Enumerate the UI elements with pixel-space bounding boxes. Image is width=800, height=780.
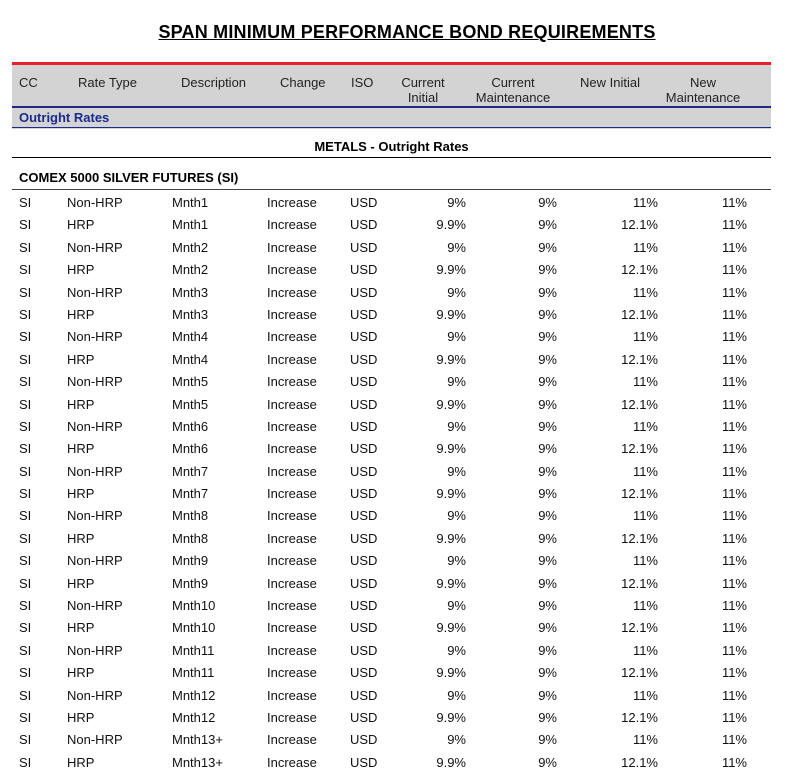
- cell-change: Increase: [267, 486, 317, 502]
- cell-rate-type: HRP: [67, 575, 95, 591]
- cell-new-maintenance: 11%: [721, 530, 747, 546]
- cell-description: Mnth10: [172, 620, 216, 636]
- cell-cc: SI: [19, 418, 32, 434]
- table-row: [0, 639, 800, 661]
- cell-rate-type: Non-HRP: [67, 195, 123, 210]
- cell-current-initial: 9%: [447, 732, 466, 748]
- cell-rate-type: Non-HRP: [67, 553, 123, 569]
- table-row: [0, 415, 800, 437]
- cell-change: Increase: [267, 396, 317, 412]
- cell-current-initial: 9%: [447, 642, 466, 658]
- cell-new-initial: 12.1%: [621, 486, 658, 502]
- cell-cc: SI: [19, 598, 32, 614]
- cell-current-initial: 9%: [447, 195, 466, 210]
- cell-iso: USD: [350, 508, 378, 524]
- table-row: [0, 437, 800, 459]
- cell-current-maintenance: 9%: [538, 709, 557, 725]
- cell-rate-type: Non-HRP: [67, 508, 123, 524]
- cell-new-initial: 11%: [632, 374, 658, 390]
- group-title: METALS - Outright Rates: [314, 139, 469, 154]
- table-row: [0, 213, 800, 235]
- cell-current-initial: 9.9%: [436, 754, 466, 770]
- cell-rate-type: Non-HRP: [67, 329, 123, 345]
- cell-rate-type: Non-HRP: [67, 374, 123, 390]
- cell-new-initial: 11%: [632, 195, 658, 210]
- cell-new-initial: 11%: [632, 329, 658, 345]
- cell-change: Increase: [267, 463, 317, 479]
- cell-iso: USD: [350, 374, 378, 390]
- header-current-maintenance-line2: Maintenance: [475, 90, 551, 105]
- cell-new-initial: 11%: [632, 239, 658, 255]
- table-row: [0, 236, 800, 258]
- cell-description: Mnth13+: [172, 754, 223, 770]
- cell-current-maintenance: 9%: [538, 351, 557, 367]
- cell-new-initial: 12.1%: [621, 262, 658, 278]
- cell-new-initial: 11%: [632, 642, 658, 658]
- cell-cc: SI: [19, 217, 32, 233]
- cell-new-initial: 12.1%: [621, 396, 658, 412]
- cell-new-maintenance: 11%: [721, 239, 747, 255]
- header-current-initial-line1: Current: [401, 75, 445, 90]
- cell-current-initial: 9%: [447, 687, 466, 703]
- header-current-initial-line2: Initial: [407, 90, 439, 105]
- cell-new-maintenance: 11%: [721, 598, 747, 614]
- cell-cc: SI: [19, 239, 32, 255]
- cell-current-initial: 9%: [447, 553, 466, 569]
- cell-new-initial: 12.1%: [621, 620, 658, 636]
- cell-iso: USD: [350, 620, 378, 636]
- table-row: [0, 191, 800, 213]
- cell-rate-type: HRP: [67, 620, 95, 636]
- cell-current-maintenance: 9%: [538, 598, 557, 614]
- cell-current-initial: 9.9%: [436, 306, 466, 322]
- table-row: [0, 393, 800, 415]
- product-divider: [12, 189, 771, 190]
- cell-cc: SI: [19, 754, 32, 770]
- table-row: [0, 325, 800, 347]
- header-new-initial: New Initial: [580, 75, 640, 90]
- cell-new-initial: 12.1%: [621, 665, 658, 681]
- header-rate-type: Rate Type: [78, 75, 138, 90]
- cell-new-maintenance: 11%: [721, 374, 747, 390]
- cell-iso: USD: [350, 329, 378, 345]
- cell-iso: USD: [350, 463, 378, 479]
- cell-new-initial: 11%: [632, 732, 658, 748]
- header-current-maintenance-line1: Current: [491, 75, 535, 90]
- cell-current-maintenance: 9%: [538, 754, 557, 770]
- cell-change: Increase: [267, 754, 317, 770]
- cell-description: Mnth9: [172, 575, 209, 591]
- cell-change: Increase: [267, 732, 317, 748]
- cell-iso: USD: [350, 284, 378, 300]
- cell-iso: USD: [350, 642, 378, 658]
- cell-rate-type: Non-HRP: [67, 642, 123, 658]
- table-row: [0, 661, 800, 683]
- cell-current-initial: 9%: [447, 374, 466, 390]
- cell-new-maintenance: 11%: [721, 575, 747, 591]
- table-row: [0, 616, 800, 638]
- table-row: [0, 348, 800, 370]
- table-row: [0, 504, 800, 526]
- cell-new-maintenance: 11%: [721, 508, 747, 524]
- table-row: [0, 527, 800, 549]
- cell-cc: SI: [19, 530, 32, 546]
- cell-new-initial: 11%: [632, 553, 658, 569]
- cell-new-maintenance: 11%: [721, 262, 747, 278]
- cell-description: Mnth5: [172, 396, 209, 412]
- cell-iso: USD: [350, 418, 378, 434]
- cell-current-initial: 9.9%: [436, 620, 466, 636]
- cell-change: Increase: [267, 284, 317, 300]
- cell-cc: SI: [19, 620, 32, 636]
- cell-cc: SI: [19, 508, 32, 524]
- cell-change: Increase: [267, 709, 317, 725]
- cell-new-maintenance: 11%: [721, 732, 747, 748]
- cell-cc: SI: [19, 486, 32, 502]
- table-row: [0, 549, 800, 571]
- cell-current-initial: 9%: [447, 284, 466, 300]
- cell-rate-type: Non-HRP: [67, 418, 123, 434]
- cell-current-maintenance: 9%: [538, 262, 557, 278]
- header-new-maintenance: [657, 75, 749, 105]
- cell-iso: USD: [350, 530, 378, 546]
- header-description: Description: [181, 75, 247, 90]
- cell-rate-type: Non-HRP: [67, 463, 123, 479]
- table-row: [0, 482, 800, 504]
- cell-change: Increase: [267, 642, 317, 658]
- cell-change: Increase: [267, 553, 317, 569]
- cell-new-initial: 11%: [632, 284, 658, 300]
- cell-description: Mnth8: [172, 508, 209, 524]
- cell-change: Increase: [267, 262, 317, 278]
- cell-current-maintenance: 9%: [538, 687, 557, 703]
- cell-new-initial: 11%: [632, 463, 658, 479]
- cell-description: Mnth7: [172, 463, 209, 479]
- cell-current-maintenance: 9%: [538, 329, 557, 345]
- cell-iso: USD: [350, 575, 378, 591]
- cell-new-initial: 12.1%: [621, 575, 658, 591]
- cell-change: Increase: [267, 665, 317, 681]
- cell-rate-type: Non-HRP: [67, 239, 123, 255]
- cell-iso: USD: [350, 553, 378, 569]
- cell-description: Mnth10: [172, 598, 216, 614]
- header-current-maintenance: [468, 75, 558, 105]
- cell-new-maintenance: 11%: [721, 284, 747, 300]
- cell-current-maintenance: 9%: [538, 508, 557, 524]
- cell-new-maintenance: 11%: [721, 217, 747, 233]
- cell-current-initial: 9.9%: [436, 441, 466, 457]
- cell-new-initial: 12.1%: [621, 441, 658, 457]
- cell-cc: SI: [19, 575, 32, 591]
- cell-iso: USD: [350, 239, 378, 255]
- cell-change: Increase: [267, 217, 317, 233]
- cell-new-maintenance: 11%: [721, 553, 747, 569]
- table-row: [0, 751, 800, 773]
- cell-iso: USD: [350, 754, 378, 770]
- cell-iso: USD: [350, 665, 378, 681]
- cell-iso: USD: [350, 262, 378, 278]
- page-title: SPAN MINIMUM PERFORMANCE BOND REQUIREMENTS: [158, 22, 656, 42]
- cell-rate-type: HRP: [67, 530, 95, 546]
- cell-cc: SI: [19, 441, 32, 457]
- cell-current-initial: 9.9%: [436, 575, 466, 591]
- cell-current-initial: 9.9%: [436, 665, 466, 681]
- cell-iso: USD: [350, 351, 378, 367]
- cell-new-initial: 12.1%: [621, 709, 658, 725]
- cell-new-maintenance: 11%: [721, 351, 747, 367]
- cell-rate-type: HRP: [67, 665, 95, 681]
- cell-rate-type: Non-HRP: [67, 284, 123, 300]
- cell-current-initial: 9%: [447, 598, 466, 614]
- header-cc: CC: [19, 75, 38, 90]
- cell-new-initial: 11%: [632, 687, 658, 703]
- cell-current-maintenance: 9%: [538, 732, 557, 748]
- cell-rate-type: HRP: [67, 486, 95, 502]
- cell-current-maintenance: 9%: [538, 553, 557, 569]
- cell-new-initial: 12.1%: [621, 754, 658, 770]
- cell-cc: SI: [19, 351, 32, 367]
- cell-current-initial: 9%: [447, 463, 466, 479]
- cell-current-maintenance: 9%: [538, 620, 557, 636]
- cell-cc: SI: [19, 665, 32, 681]
- cell-new-maintenance: 11%: [721, 418, 747, 434]
- cell-cc: SI: [19, 553, 32, 569]
- section-label: Outright Rates: [19, 110, 110, 125]
- group-divider: [12, 157, 771, 158]
- cell-cc: SI: [19, 709, 32, 725]
- cell-change: Increase: [267, 239, 317, 255]
- table-row: [0, 303, 800, 325]
- cell-iso: USD: [350, 687, 378, 703]
- cell-current-initial: 9.9%: [436, 262, 466, 278]
- cell-description: Mnth2: [172, 239, 209, 255]
- cell-rate-type: HRP: [67, 306, 95, 322]
- cell-new-maintenance: 11%: [721, 642, 747, 658]
- cell-current-initial: 9%: [447, 239, 466, 255]
- cell-change: Increase: [267, 351, 317, 367]
- cell-description: Mnth3: [172, 306, 209, 322]
- cell-rate-type: HRP: [67, 396, 95, 412]
- cell-description: Mnth13+: [172, 732, 223, 748]
- cell-current-initial: 9.9%: [436, 396, 466, 412]
- cell-change: Increase: [267, 598, 317, 614]
- cell-current-maintenance: 9%: [538, 306, 557, 322]
- cell-current-maintenance: 9%: [538, 239, 557, 255]
- cell-change: Increase: [267, 530, 317, 546]
- cell-new-maintenance: 11%: [721, 709, 747, 725]
- table-header: [12, 62, 771, 129]
- cell-current-maintenance: 9%: [538, 217, 557, 233]
- table-row: [0, 684, 800, 706]
- cell-description: Mnth9: [172, 553, 209, 569]
- cell-description: Mnth12: [172, 709, 216, 725]
- cell-new-maintenance: 11%: [721, 463, 747, 479]
- cell-iso: USD: [350, 598, 378, 614]
- cell-iso: USD: [350, 732, 378, 748]
- header-new-maintenance-line1: New: [689, 75, 716, 90]
- table-row: [0, 706, 800, 728]
- cell-new-initial: 11%: [632, 598, 658, 614]
- cell-new-maintenance: 11%: [721, 486, 747, 502]
- cell-change: Increase: [267, 508, 317, 524]
- cell-cc: SI: [19, 284, 32, 300]
- cell-change: Increase: [267, 195, 317, 210]
- cell-iso: USD: [350, 486, 378, 502]
- header-iso: ISO: [351, 75, 374, 90]
- cell-cc: SI: [19, 306, 32, 322]
- cell-current-maintenance: 9%: [538, 284, 557, 300]
- cell-description: Mnth5: [172, 374, 209, 390]
- table-row: [0, 281, 800, 303]
- cell-rate-type: Non-HRP: [67, 732, 123, 748]
- cell-cc: SI: [19, 642, 32, 658]
- cell-new-initial: 12.1%: [621, 530, 658, 546]
- cell-change: Increase: [267, 329, 317, 345]
- cell-iso: USD: [350, 217, 378, 233]
- table-row: [0, 594, 800, 616]
- product-title: COMEX 5000 SILVER FUTURES (SI): [19, 170, 239, 185]
- cell-current-maintenance: 9%: [538, 195, 557, 210]
- table-row: [0, 460, 800, 482]
- table-row: [0, 258, 800, 280]
- table-row: [0, 572, 800, 594]
- cell-new-maintenance: 11%: [721, 665, 747, 681]
- cell-change: Increase: [267, 418, 317, 434]
- cell-current-maintenance: 9%: [538, 441, 557, 457]
- cell-new-maintenance: 11%: [721, 754, 747, 770]
- cell-current-maintenance: 9%: [538, 665, 557, 681]
- cell-description: Mnth11: [172, 642, 215, 658]
- cell-iso: USD: [350, 396, 378, 412]
- cell-current-maintenance: 9%: [538, 530, 557, 546]
- cell-current-initial: 9.9%: [436, 530, 466, 546]
- cell-cc: SI: [19, 374, 32, 390]
- cell-description: Mnth4: [172, 329, 209, 345]
- cell-description: Mnth3: [172, 284, 209, 300]
- cell-iso: USD: [350, 709, 378, 725]
- cell-new-initial: 12.1%: [621, 306, 658, 322]
- cell-rate-type: HRP: [67, 441, 95, 457]
- cell-new-maintenance: 11%: [721, 620, 747, 636]
- cell-cc: SI: [19, 329, 32, 345]
- cell-new-maintenance: 11%: [721, 195, 747, 210]
- cell-iso: USD: [350, 306, 378, 322]
- cell-current-maintenance: 9%: [538, 396, 557, 412]
- cell-rate-type: HRP: [67, 754, 95, 770]
- cell-description: Mnth12: [172, 687, 216, 703]
- cell-new-maintenance: 11%: [721, 306, 747, 322]
- cell-rate-type: HRP: [67, 351, 95, 367]
- cell-description: Mnth8: [172, 530, 209, 546]
- cell-current-initial: 9%: [447, 508, 466, 524]
- cell-iso: USD: [350, 195, 378, 210]
- cell-new-maintenance: 11%: [721, 396, 747, 412]
- cell-cc: SI: [19, 687, 32, 703]
- cell-description: Mnth7: [172, 486, 209, 502]
- data-rows: [0, 191, 800, 773]
- header-change: Change: [280, 75, 326, 90]
- table-row: [0, 728, 800, 750]
- cell-new-maintenance: 11%: [721, 687, 747, 703]
- cell-rate-type: HRP: [67, 262, 95, 278]
- header-current-initial: [388, 75, 458, 105]
- cell-new-maintenance: 11%: [721, 329, 747, 345]
- cell-new-initial: 11%: [632, 418, 658, 434]
- cell-current-initial: 9.9%: [436, 486, 466, 502]
- cell-description: Mnth6: [172, 418, 209, 434]
- cell-change: Increase: [267, 374, 317, 390]
- cell-rate-type: Non-HRP: [67, 598, 123, 614]
- section-divider: [12, 127, 771, 128]
- cell-rate-type: HRP: [67, 709, 95, 725]
- cell-new-maintenance: 11%: [721, 441, 747, 457]
- cell-new-initial: 11%: [632, 508, 658, 524]
- cell-description: Mnth2: [172, 262, 209, 278]
- cell-current-maintenance: 9%: [538, 575, 557, 591]
- cell-cc: SI: [19, 396, 32, 412]
- cell-current-initial: 9.9%: [436, 709, 466, 725]
- cell-current-maintenance: 9%: [538, 486, 557, 502]
- cell-current-initial: 9%: [447, 329, 466, 345]
- cell-change: Increase: [267, 687, 317, 703]
- cell-description: Mnth1: [172, 195, 209, 210]
- cell-new-initial: 12.1%: [621, 217, 658, 233]
- cell-cc: SI: [19, 195, 32, 210]
- cell-current-initial: 9.9%: [436, 217, 466, 233]
- cell-change: Increase: [267, 575, 317, 591]
- cell-description: Mnth11: [172, 665, 215, 681]
- cell-current-initial: 9.9%: [436, 351, 466, 367]
- cell-current-initial: 9%: [447, 418, 466, 434]
- cell-change: Increase: [267, 306, 317, 322]
- cell-new-initial: 12.1%: [621, 351, 658, 367]
- cell-current-maintenance: 9%: [538, 374, 557, 390]
- cell-cc: SI: [19, 463, 32, 479]
- cell-change: Increase: [267, 620, 317, 636]
- cell-cc: SI: [19, 732, 32, 748]
- cell-current-maintenance: 9%: [538, 463, 557, 479]
- cell-description: Mnth4: [172, 351, 209, 367]
- cell-cc: SI: [19, 262, 32, 278]
- cell-description: Mnth1: [172, 217, 209, 233]
- cell-description: Mnth6: [172, 441, 209, 457]
- header-divider: [12, 106, 771, 108]
- cell-change: Increase: [267, 441, 317, 457]
- cell-current-maintenance: 9%: [538, 418, 557, 434]
- cell-current-maintenance: 9%: [538, 642, 557, 658]
- cell-rate-type: HRP: [67, 217, 95, 233]
- cell-iso: USD: [350, 441, 378, 457]
- header-new-maintenance-line2: Maintenance: [665, 90, 741, 105]
- cell-rate-type: Non-HRP: [67, 687, 123, 703]
- table-row: [0, 370, 800, 392]
